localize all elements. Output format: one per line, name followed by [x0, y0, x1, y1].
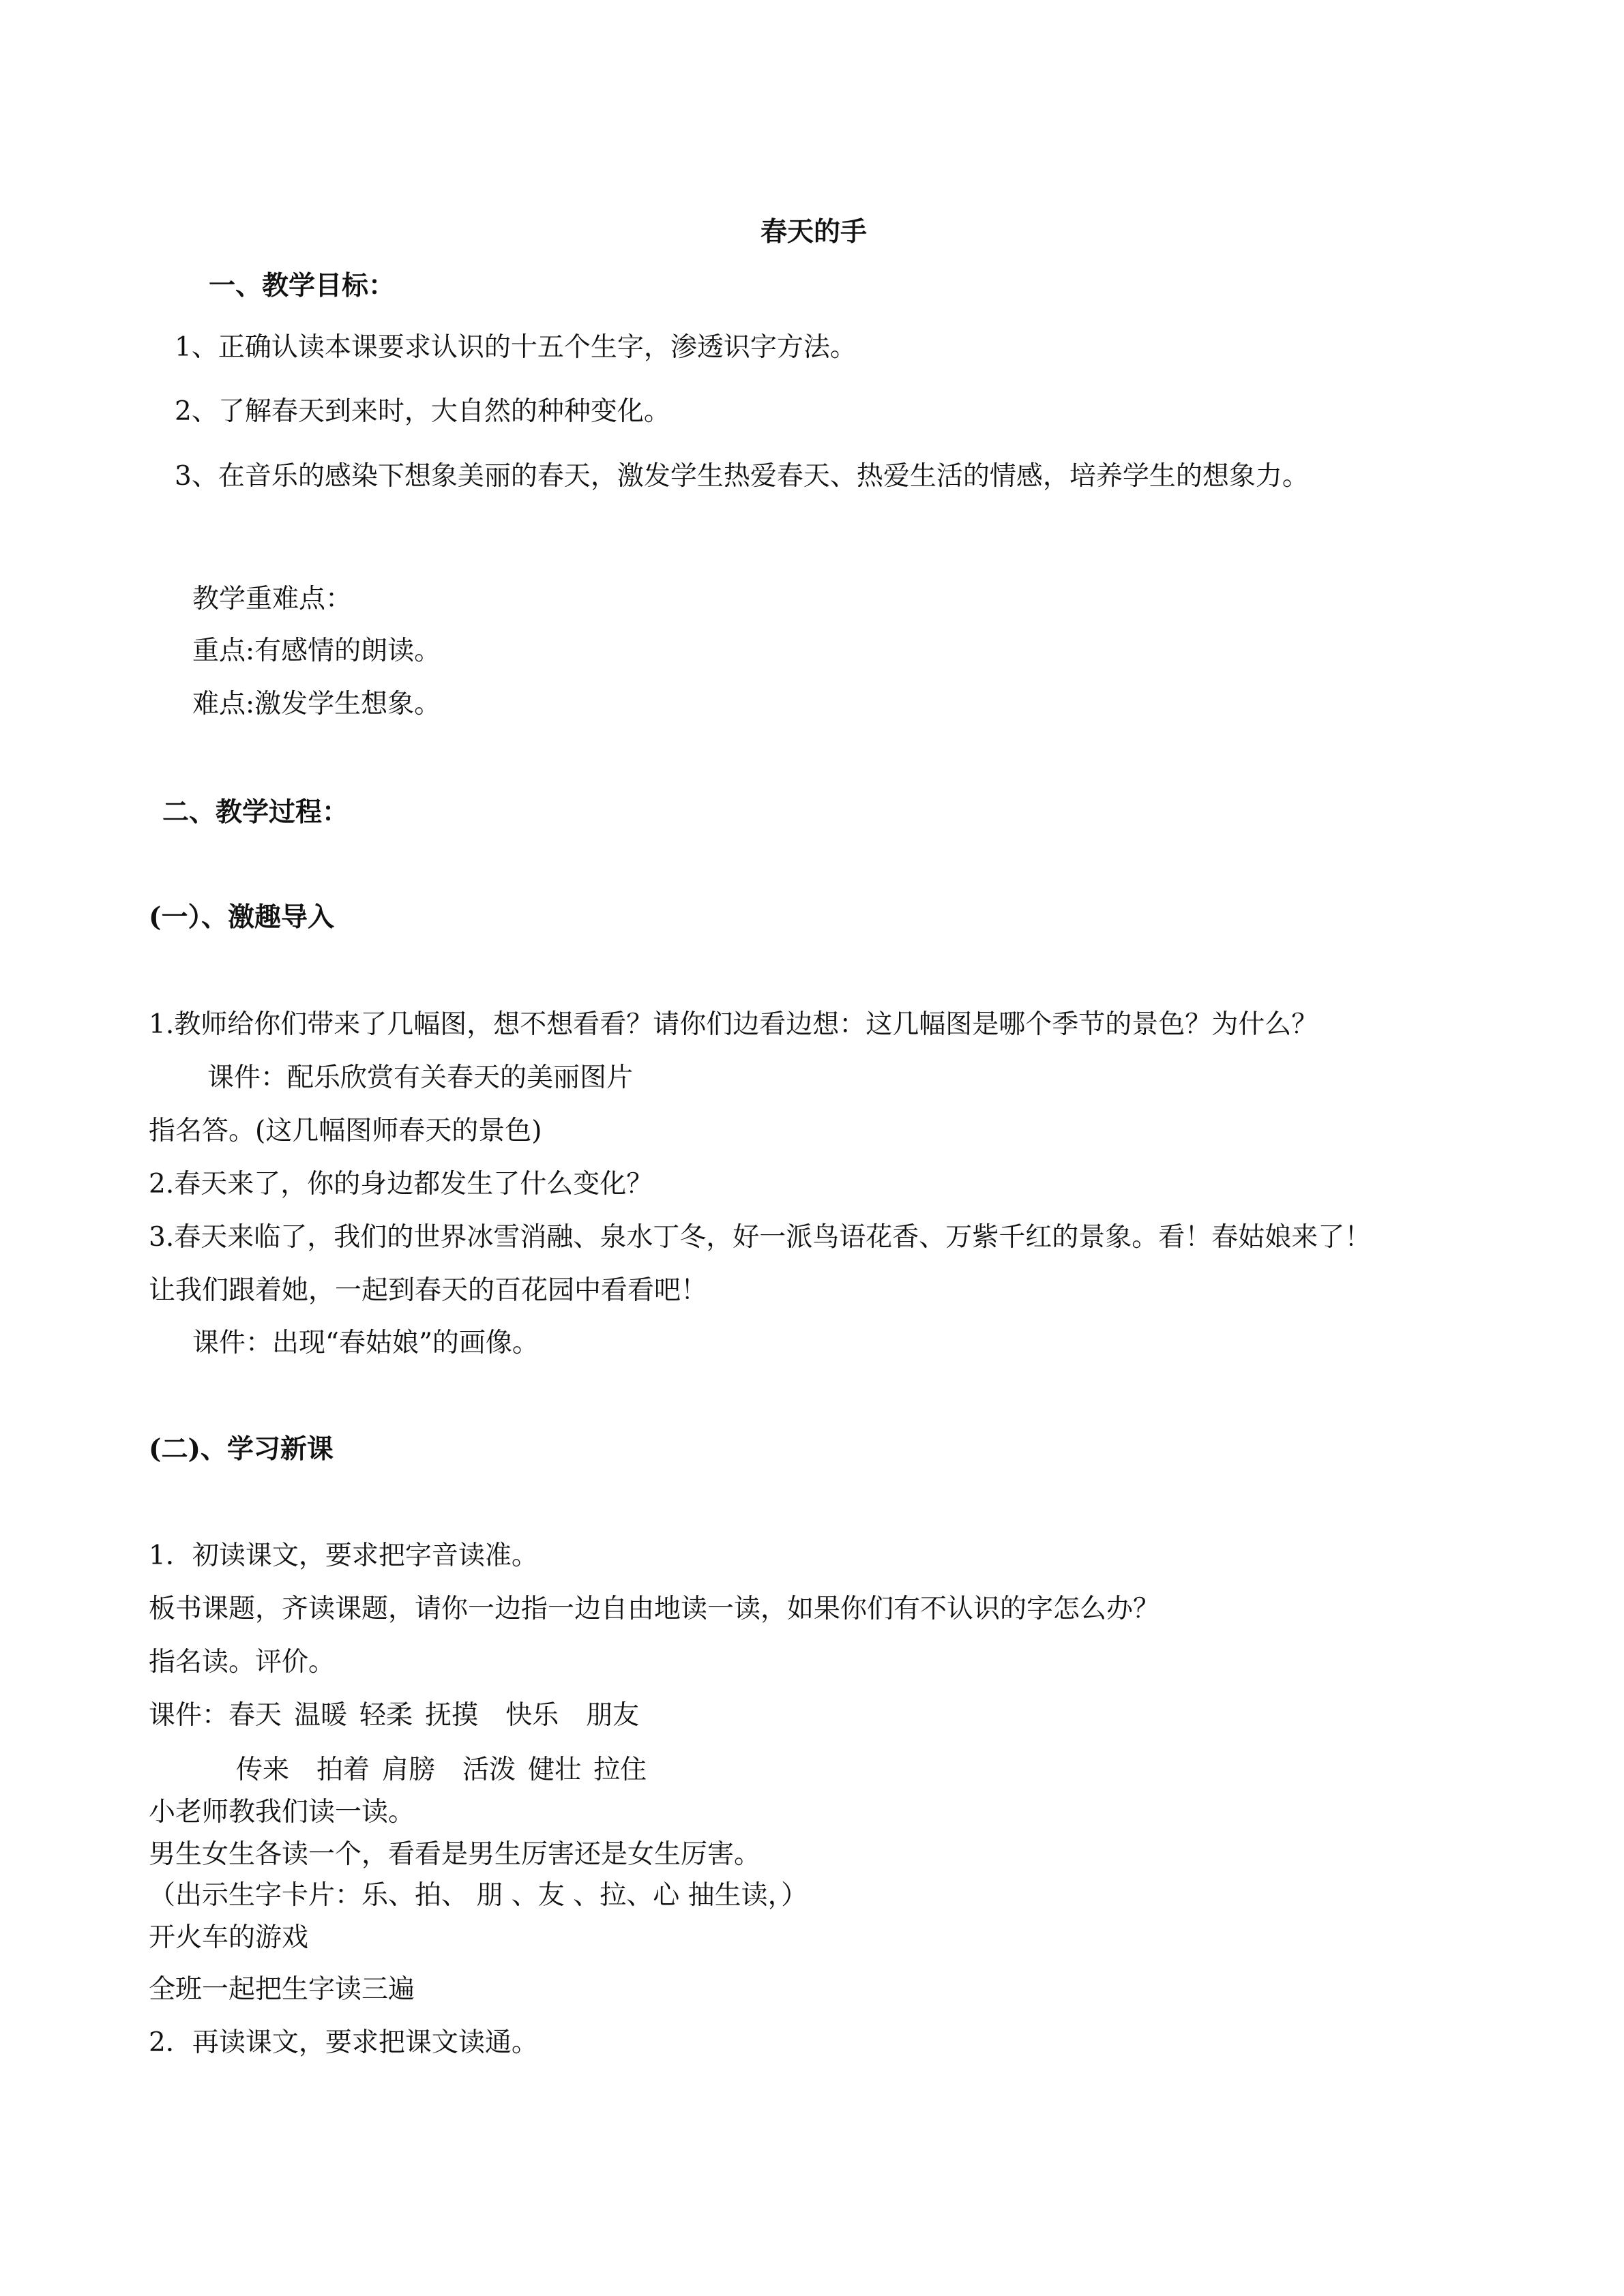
- vocab-word: 健壮: [528, 1755, 582, 1785]
- part2-line-4: 男生女生各读一个，看看是男生厉害还是女生厉害。: [149, 1839, 761, 1870]
- part2-line-2: 指名读。评价。: [149, 1647, 336, 1678]
- section-heading-process: 二、教学过程：: [162, 796, 349, 828]
- part2-step-1: 1．初读课文，要求把字音读准。: [149, 1540, 538, 1571]
- part1-line-2: 课件：配乐欣赏有关春天的美丽图片: [207, 1062, 634, 1093]
- part1-line-7: 课件：出现“春姑娘”的画像。: [192, 1328, 539, 1358]
- vocab-word: 温暖: [294, 1700, 348, 1731]
- part2-line-5: （出示生字卡片：乐、拍、 朋 、友 、拉、心 抽生读，）: [149, 1880, 808, 1911]
- key-points-heading: 教学重难点：: [192, 584, 353, 614]
- key-point: 重点:有感情的朗读。: [192, 636, 441, 666]
- vocab-word: 快乐: [505, 1700, 559, 1731]
- part2-step-2: 2．再读课文，要求把课文读通。: [149, 2027, 538, 2058]
- courseware-words-row-1: [149, 1702, 639, 1729]
- section-heading-objectives: 一、教学目标：: [209, 270, 396, 301]
- vocab-word: 传来: [236, 1755, 290, 1785]
- objective-item-1: 1、正确认读本课要求认识的十五个生字，渗透识字方法。: [175, 332, 857, 363]
- part1-line-1: 1.教师给你们带来了几幅图，想不想看看？请你们边看边想：这几幅图是哪个季节的景色？为什么？: [149, 1009, 1318, 1040]
- vocab-word: 朋友: [586, 1700, 640, 1731]
- vocab-word: 肩膀: [382, 1755, 436, 1785]
- part2-line-3: 小老师教我们读一读。: [149, 1797, 415, 1828]
- part2-line-1: 板书课题，齐读课题，请你一边指一边自由地读一读，如果你们有不认识的字怎么办？: [149, 1594, 1160, 1624]
- part1-heading: (一）、激趣导入: [149, 901, 334, 933]
- vocab-word: 春天: [228, 1700, 282, 1731]
- part2-heading: (二)、学习新课: [149, 1433, 334, 1465]
- page-title: 春天的手: [761, 216, 868, 248]
- part2-line-7: 全班一起把生字读三遍: [149, 1974, 415, 2005]
- part2-line-6: 开火车的游戏: [149, 1922, 309, 1953]
- part1-line-4: 2.春天来了，你的身边都发生了什么变化？: [149, 1169, 653, 1199]
- vocab-word: 活泼: [462, 1755, 516, 1785]
- vocab-word: 拉住: [593, 1755, 647, 1785]
- difficult-point: 难点:激发学生想象。: [192, 689, 441, 719]
- part1-line-6: 让我们跟着她，一起到春天的百花园中看看吧！: [149, 1275, 708, 1306]
- vocab-word: 轻柔: [359, 1700, 413, 1731]
- part1-line-3: 指名答。(这几幅图师春天的景色): [149, 1116, 542, 1146]
- vocab-word: 拍着: [316, 1755, 370, 1785]
- courseware-words-row-2: [236, 1757, 647, 1783]
- courseware-label: 课件：: [149, 1700, 229, 1731]
- objective-item-3: 3、在音乐的感染下想象美丽的春天，激发学生热爱春天、热爱生活的情感，培养学生的想象力。: [175, 461, 1309, 492]
- vocab-word: 抚摸: [425, 1700, 479, 1731]
- objective-item-2: 2、了解春天到来时，大自然的种种变化。: [175, 396, 670, 427]
- part1-line-5: 3.春天来临了，我们的世界冰雪消融、泉水丁冬，好一派鸟语花香、万紫千红的景象。看！春姑娘来了！: [149, 1222, 1372, 1253]
